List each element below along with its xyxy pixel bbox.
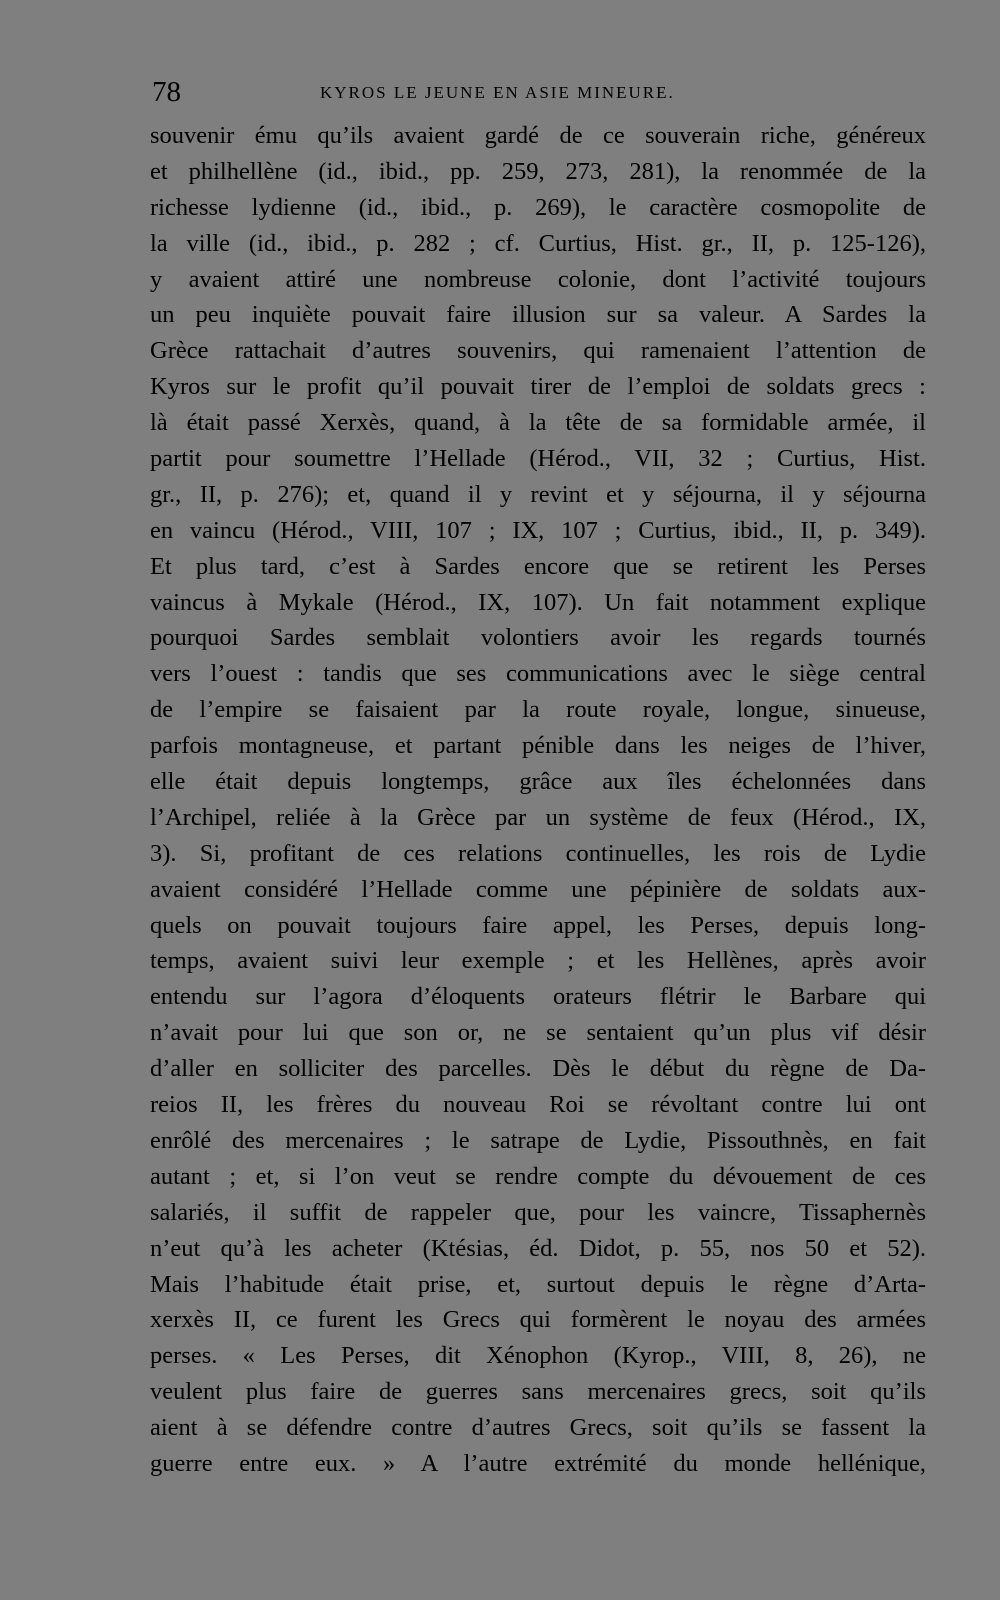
text-line: y avaient attiré une nombreuse colonie, dont l’activité toujours: [150, 265, 926, 293]
text-line: autant ; et, si l’on veut se rendre compte du dévouement de ces: [150, 1162, 926, 1190]
text-line: aient à se défendre contre d’autres Grecs, soit qu’ils se fassent la: [150, 1414, 926, 1442]
text-line: là était passé Xerxès, quand, à la tête de sa formidable armée, il: [150, 409, 926, 437]
text-line: de l’empire se faisaient par la route royale, longue, sinueuse,: [150, 696, 926, 724]
text-line: salariés, il suffit de rappeler que, pour les vaincre, Tissaphernès: [150, 1198, 926, 1226]
text-line: et philhellène (id., ibid., pp. 259, 273, 281), la renommée de la: [150, 157, 926, 185]
text-line: pourquoi Sardes semblait volontiers avoir les regards tournés: [150, 624, 926, 652]
text-line: n’avait pour lui que son or, ne se sentaient qu’un plus vif désir: [150, 1019, 926, 1047]
text-line: parfois montagneuse, et partant pénible dans les neiges de l’hiver,: [150, 732, 926, 760]
text-line: veulent plus faire de guerres sans mercenaires grecs, soit qu’ils: [150, 1378, 926, 1406]
text-line: reios II, les frères du nouveau Roi se révoltant contre lui ont: [150, 1091, 926, 1119]
text-line: en vaincu (Hérod., VIII, 107 ; IX, 107 ; Curtius, ibid., II, p. 349).: [150, 516, 926, 544]
text-line: richesse lydienne (id., ibid., p. 269), le caractère cosmopolite de: [150, 193, 926, 221]
text-line: Kyros sur le profit qu’il pouvait tirer de l’emploi de soldats grecs :: [150, 373, 926, 401]
text-line: temps, avaient suivi leur exemple ; et les Hellènes, après avoir: [150, 947, 926, 975]
text-line: gr., II, p. 276); et, quand il y revint et y séjourna, il y séjourna: [150, 480, 926, 508]
text-line: entendu sur l’agora d’éloquents orateurs flétrir le Barbare qui: [150, 983, 926, 1011]
page-number: 78: [152, 76, 181, 108]
text-line: un peu inquiète pouvait faire illusion sur sa valeur. A Sardes la: [150, 301, 926, 329]
text-line: enrôlé des mercenaires ; le satrape de Lydie, Pissouthnès, en fait: [150, 1126, 926, 1154]
text-line: Et plus tard, c’est à Sardes encore que se retirent les Perses: [150, 552, 926, 580]
text-line: vaincus à Mykale (Hérod., IX, 107). Un fait notamment explique: [150, 588, 926, 616]
text-line: avaient considéré l’Hellade comme une pépinière de soldats aux-: [150, 875, 926, 903]
text-line: d’aller en solliciter des parcelles. Dès le début du règne de Da-: [150, 1055, 926, 1083]
text-line: Mais l’habitude était prise, et, surtout depuis le règne d’Arta-: [150, 1270, 926, 1298]
running-title: KYROS LE JEUNE EN ASIE MINEURE.: [320, 83, 675, 102]
text-line: partit pour soumettre l’Hellade (Hérod., VII, 32 ; Curtius, Hist.: [150, 445, 926, 473]
text-line: elle était depuis longtemps, grâce aux îles échelonnées dans: [150, 768, 926, 796]
body-text: [150, 118, 926, 1482]
page-header: [152, 72, 927, 112]
text-line: Grèce rattachait d’autres souvenirs, qui ramenaient l’attention de: [150, 337, 926, 365]
text-line: xerxès II, ce furent les Grecs qui formèrent le noyau des armées: [150, 1306, 926, 1334]
text-line: guerre entre eux. » A l’autre extrémité du monde hellénique,: [150, 1449, 926, 1477]
text-line: souvenir ému qu’ils avaient gardé de ce souverain riche, généreux: [150, 122, 926, 149]
text-line: vers l’ouest : tandis que ses communications avec le siège central: [150, 660, 926, 688]
text-line: 3). Si, profitant de ces relations continuelles, les rois de Lydie: [150, 839, 926, 867]
text-line: l’Archipel, reliée à la Grèce par un système de feux (Hérod., IX,: [150, 803, 926, 831]
text-line: la ville (id., ibid., p. 282 ; cf. Curtius, Hist. gr., II, p. 125-126),: [150, 229, 926, 257]
text-line: perses. « Les Perses, dit Xénophon (Kyrop., VIII, 8, 26), ne: [150, 1342, 926, 1370]
text-line: n’eut qu’à les acheter (Ktésias, éd. Didot, p. 55, nos 50 et 52).: [150, 1234, 926, 1262]
text-line: quels on pouvait toujours faire appel, les Perses, depuis long-: [150, 911, 926, 939]
